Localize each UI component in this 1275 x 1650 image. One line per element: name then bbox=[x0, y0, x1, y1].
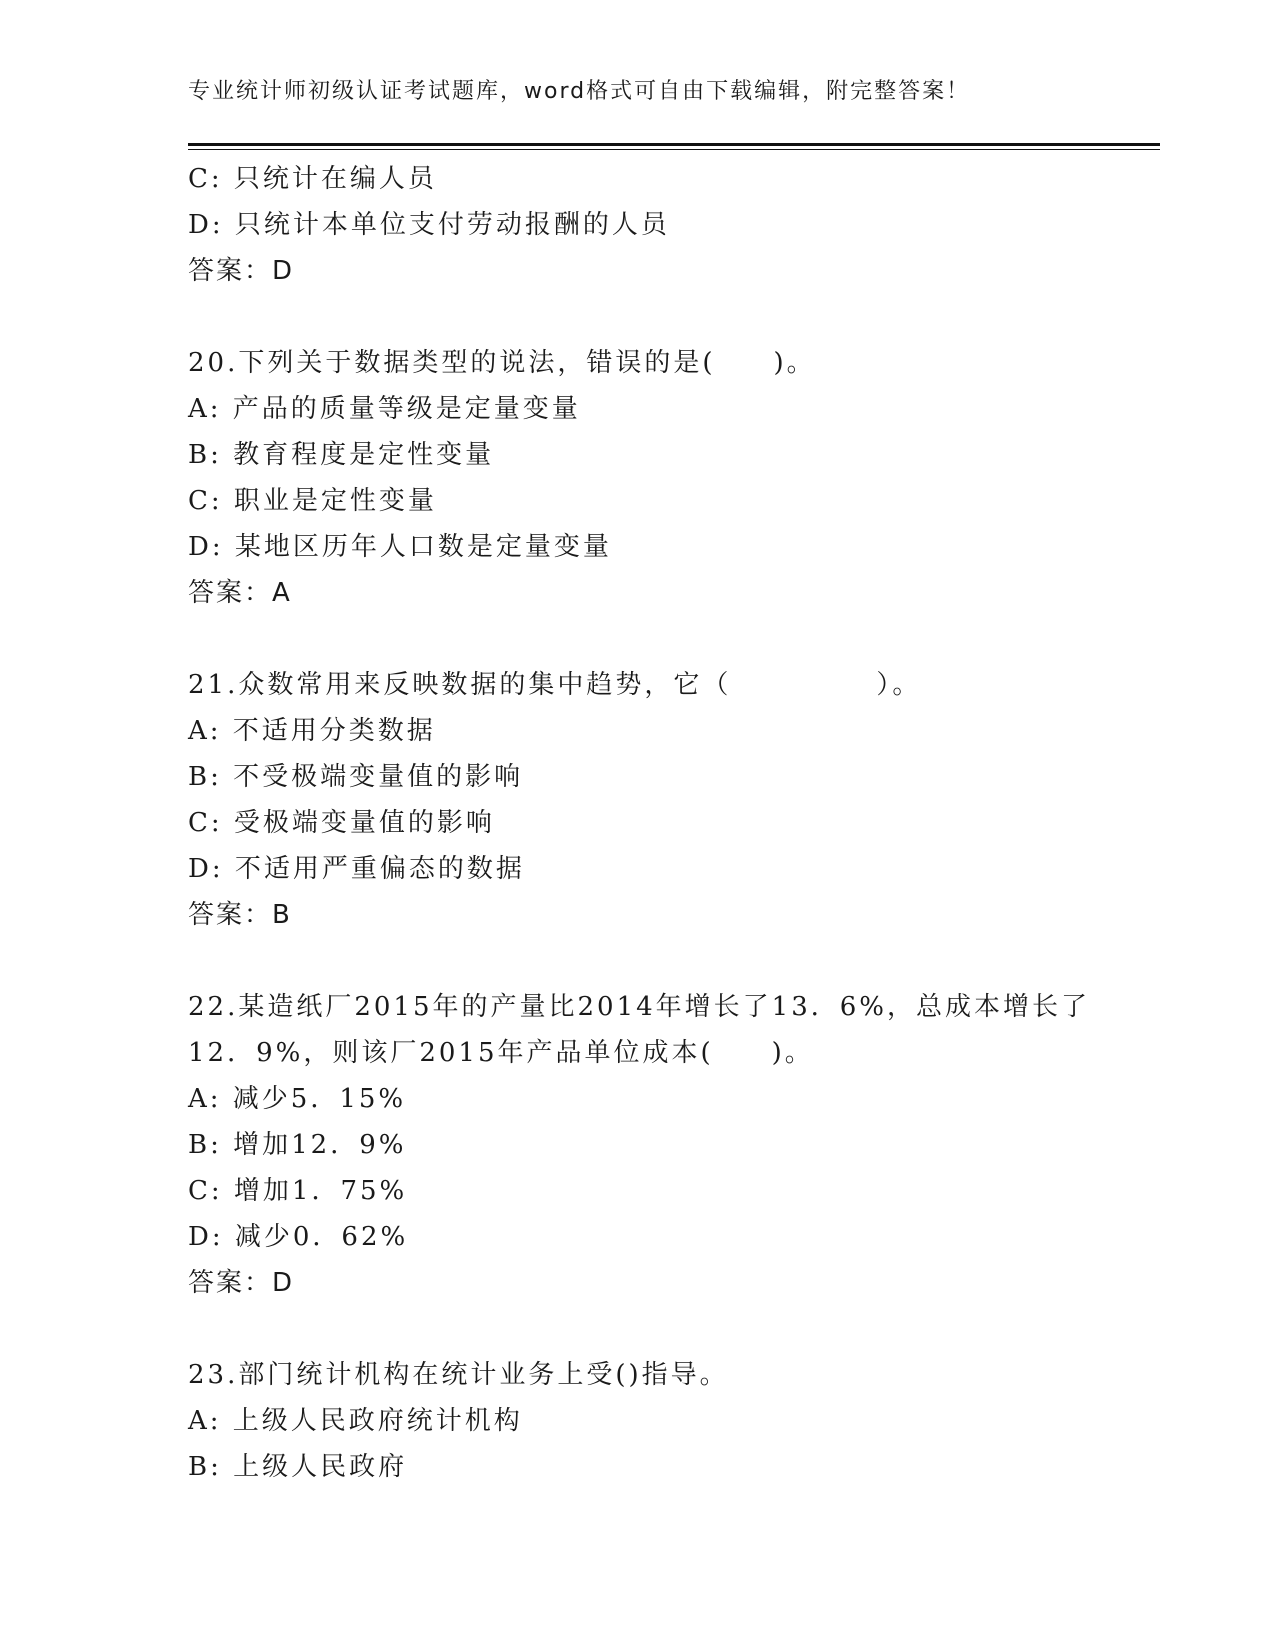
option-d: D: 只统计本单位支付劳动报酬的人员 bbox=[188, 210, 670, 240]
spacer bbox=[188, 938, 1118, 984]
question-19-continued bbox=[188, 156, 1118, 294]
question-stem: 20.下列关于数据类型的说法，错误的是( )。 bbox=[188, 348, 816, 378]
option-a: A: 上级人民政府统计机构 bbox=[188, 1406, 523, 1436]
spacer bbox=[188, 616, 1118, 662]
option-a: A: 不适用分类数据 bbox=[188, 716, 436, 746]
option-a: A: 减少5．15% bbox=[188, 1084, 407, 1114]
header-rule-thin bbox=[188, 149, 1160, 150]
answer-line: 答案：B bbox=[188, 900, 292, 930]
answer-line: 答案：D bbox=[188, 256, 295, 286]
answer-line: 答案：A bbox=[188, 578, 292, 608]
option-c: C: 受极端变量值的影响 bbox=[188, 808, 495, 838]
page-header: 专业统计师初级认证考试题库，word格式可自由下载编辑，附完整答案！ bbox=[188, 79, 971, 104]
question-content bbox=[188, 156, 1118, 1490]
answer-line: 答案：D bbox=[188, 1268, 295, 1298]
option-d: D: 不适用严重偏态的数据 bbox=[188, 854, 525, 884]
option-b: B: 上级人民政府 bbox=[188, 1452, 408, 1482]
question-stem-line-2: 12．9%，则该厂2015年产品单位成本( )。 bbox=[188, 1038, 814, 1068]
question-20 bbox=[188, 340, 1118, 616]
spacer bbox=[188, 294, 1118, 340]
question-stem-line-1: 22.某造纸厂2015年的产量比2014年增长了13．6%，总成本增长了 bbox=[188, 992, 1091, 1022]
question-stem: 21.众数常用来反映数据的集中趋势，它（ ）。 bbox=[188, 670, 922, 700]
option-d: D: 某地区历年人口数是定量变量 bbox=[188, 532, 612, 562]
option-a: A: 产品的质量等级是定量变量 bbox=[188, 394, 581, 424]
option-b: B: 教育程度是定性变量 bbox=[188, 440, 495, 470]
option-c: C: 增加1．75% bbox=[188, 1176, 408, 1206]
option-c: C: 职业是定性变量 bbox=[188, 486, 437, 516]
question-21 bbox=[188, 662, 1118, 938]
option-c: C: 只统计在编人员 bbox=[188, 164, 437, 194]
option-b: B: 不受极端变量值的影响 bbox=[188, 762, 524, 792]
option-b: B: 增加12．9% bbox=[188, 1130, 407, 1160]
header-rule-thick bbox=[188, 143, 1160, 146]
question-23 bbox=[188, 1352, 1118, 1490]
question-stem: 23.部门统计机构在统计业务上受()指导。 bbox=[188, 1360, 729, 1390]
spacer bbox=[188, 1306, 1118, 1352]
question-22 bbox=[188, 984, 1118, 1306]
option-d: D: 减少0．62% bbox=[188, 1222, 409, 1252]
